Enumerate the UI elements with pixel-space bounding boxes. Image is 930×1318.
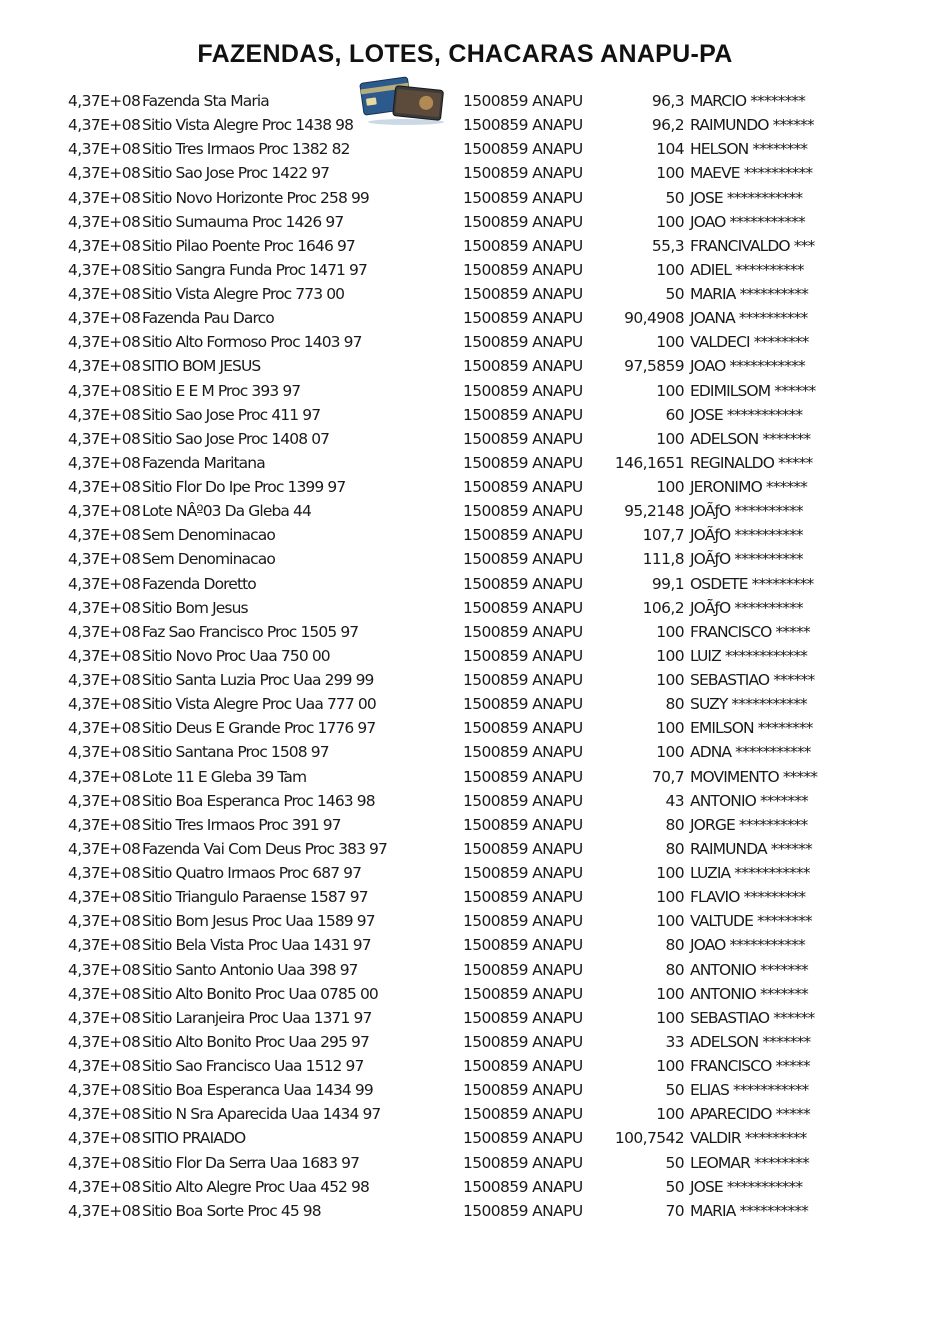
municipality: 1500859 ANAPU (463, 622, 583, 641)
owner-name: JOANA ********** (690, 309, 808, 328)
property-name: SITIO PRAIADO (142, 1129, 246, 1148)
area-value: 43 (665, 791, 684, 810)
list-item (0, 1102, 930, 1126)
property-name: Sitio Tres Irmaos Proc 1382 82 (142, 140, 350, 159)
property-code: 4,37E+08 (68, 671, 141, 689)
area-value: 100 (656, 622, 684, 641)
municipality: 1500859 ANAPU (463, 1032, 583, 1051)
owner-name: RAIMUNDA ****** (690, 839, 812, 858)
owner-name: VALDECI ******** (690, 333, 809, 352)
property-code: 4,37E+08 (68, 212, 141, 231)
property-code: 4,37E+08 (68, 1008, 141, 1027)
property-name: Sitio Novo Horizonte Proc 258 99 (142, 188, 369, 207)
property-code: 4,37E+08 (68, 719, 141, 738)
municipality: 1500859 ANAPU (463, 984, 583, 1003)
area-value: 70,7 (651, 767, 684, 786)
property-name: Sitio Sao Francisco Uaa 1512 97 (142, 1057, 364, 1075)
property-name: Sitio Sumauma Proc 1426 97 (142, 212, 344, 231)
area-value: 111,8 (642, 550, 684, 569)
municipality: 1500859 ANAPU (463, 116, 583, 135)
area-value: 100 (656, 1057, 684, 1075)
municipality: 1500859 ANAPU (463, 1105, 583, 1124)
property-code: 4,37E+08 (68, 646, 141, 665)
owner-name: MOVIMENTO ***** (690, 767, 818, 786)
list-item (0, 258, 930, 282)
property-code: 4,37E+08 (68, 1081, 141, 1100)
list-item (0, 789, 930, 813)
property-code: 4,37E+08 (68, 888, 141, 907)
property-code: 4,37E+08 (68, 236, 141, 255)
area-value: 60 (665, 405, 684, 424)
page-title: FAZENDAS, LOTES, CHACARAS ANAPU-PA (197, 40, 733, 68)
property-name: Sitio Flor Do Ipe Proc 1399 97 (142, 478, 346, 496)
area-value: 100 (656, 984, 684, 1003)
area-value: 99,1 (651, 574, 684, 593)
area-value: 80 (665, 960, 684, 979)
property-name: Sitio N Sra Aparecida Uaa 1434 97 (142, 1105, 381, 1124)
property-name: Sitio Novo Proc Uaa 750 00 (142, 646, 330, 665)
list-item (0, 620, 930, 644)
municipality: 1500859 ANAPU (463, 526, 583, 545)
property-name: Lote 11 E Gleba 39 Tam (142, 767, 307, 786)
property-code: 4,37E+08 (68, 622, 141, 641)
municipality: 1500859 ANAPU (463, 164, 583, 183)
owner-name: EMILSON ******** (690, 719, 813, 738)
list-item (0, 958, 930, 982)
area-value: 50 (665, 1081, 684, 1100)
owner-name: MARIA ********** (690, 285, 808, 303)
municipality: 1500859 ANAPU (463, 1081, 583, 1100)
property-code: 4,37E+08 (68, 333, 141, 352)
property-name: Sitio Alto Alegre Proc Uaa 452 98 (142, 1177, 369, 1196)
property-code: 4,37E+08 (68, 188, 141, 207)
list-item (0, 861, 930, 885)
list-item (0, 1006, 930, 1030)
area-value: 100 (656, 381, 684, 400)
municipality: 1500859 ANAPU (463, 936, 583, 955)
area-value: 80 (665, 815, 684, 834)
owner-name: VALTUDE ******** (690, 912, 812, 931)
list-item (0, 1151, 930, 1175)
property-code: 4,37E+08 (68, 574, 141, 593)
municipality: 1500859 ANAPU (463, 671, 583, 689)
property-code: 4,37E+08 (68, 598, 141, 617)
list-item (0, 1199, 930, 1223)
municipality: 1500859 ANAPU (463, 140, 583, 159)
property-code: 4,37E+08 (68, 260, 141, 279)
list-item (0, 210, 930, 234)
area-value: 100 (656, 164, 684, 183)
municipality: 1500859 ANAPU (463, 92, 583, 110)
property-code: 4,37E+08 (68, 116, 141, 135)
list-item (0, 982, 930, 1006)
property-name: Fazenda Sta Maria (142, 92, 269, 110)
owner-name: JERONIMO ****** (690, 478, 808, 496)
list-item (0, 354, 930, 378)
list-item (0, 813, 930, 837)
municipality: 1500859 ANAPU (463, 1008, 583, 1027)
property-code: 4,37E+08 (68, 695, 141, 714)
list-item (0, 161, 930, 185)
property-code: 4,37E+08 (68, 309, 141, 328)
municipality: 1500859 ANAPU (463, 357, 583, 376)
owner-name: ADELSON ******* (690, 429, 811, 448)
list-item (0, 89, 930, 113)
municipality: 1500859 ANAPU (463, 1177, 583, 1196)
property-code: 4,37E+08 (68, 164, 141, 183)
property-name: Sitio Vista Alegre Proc Uaa 777 00 (142, 695, 376, 714)
area-value: 100 (656, 212, 684, 231)
list-item (0, 885, 930, 909)
list-item (0, 282, 930, 306)
area-value: 50 (665, 285, 684, 303)
list-item (0, 740, 930, 764)
property-code: 4,37E+08 (68, 405, 141, 424)
area-value: 55,3 (651, 236, 684, 255)
area-value: 80 (665, 695, 684, 714)
owner-name: FRANCISCO ***** (690, 1057, 810, 1075)
property-name: Sitio Tres Irmaos Proc 391 97 (142, 815, 341, 834)
area-value: 50 (665, 188, 684, 207)
property-name: Fazenda Pau Darco (142, 309, 274, 328)
owner-name: JOSE *********** (690, 1177, 803, 1196)
list-item (0, 427, 930, 451)
owner-name: EDIMILSOM ****** (690, 381, 816, 400)
list-item (0, 596, 930, 620)
list-item (0, 113, 930, 137)
property-name: Lote NÂº03 Da Gleba 44 (142, 502, 311, 521)
property-code: 4,37E+08 (68, 791, 141, 810)
property-code: 4,37E+08 (68, 1032, 141, 1051)
municipality: 1500859 ANAPU (463, 888, 583, 907)
owner-name: JOAO *********** (690, 357, 805, 376)
property-name: Sem Denominacao (142, 526, 275, 545)
property-name: Fazenda Vai Com Deus Proc 383 97 (142, 839, 387, 858)
property-name: Sitio Bom Jesus (142, 598, 248, 617)
municipality: 1500859 ANAPU (463, 429, 583, 448)
municipality: 1500859 ANAPU (463, 791, 583, 810)
property-code: 4,37E+08 (68, 381, 141, 400)
area-value: 95,2148 (624, 502, 684, 521)
area-value: 80 (665, 839, 684, 858)
property-code: 4,37E+08 (68, 839, 141, 858)
property-code: 4,37E+08 (68, 1129, 141, 1148)
owner-name: LUIZ ************ (690, 646, 808, 665)
municipality: 1500859 ANAPU (463, 405, 583, 424)
area-value: 100 (656, 429, 684, 448)
property-name: Fazenda Doretto (142, 574, 256, 593)
owner-name: ADELSON ******* (690, 1032, 811, 1051)
list-item (0, 1054, 930, 1078)
list-item (0, 523, 930, 547)
municipality: 1500859 ANAPU (463, 815, 583, 834)
property-name: SITIO BOM JESUS (142, 357, 261, 376)
municipality: 1500859 ANAPU (463, 839, 583, 858)
area-value: 107,7 (642, 526, 684, 545)
area-value: 70 (665, 1201, 684, 1220)
list-item (0, 403, 930, 427)
list-item (0, 1126, 930, 1150)
owner-name: JOAO *********** (690, 212, 805, 231)
municipality: 1500859 ANAPU (463, 646, 583, 665)
municipality: 1500859 ANAPU (463, 743, 583, 762)
owner-name: OSDETE ********* (690, 574, 814, 593)
area-value: 100 (656, 671, 684, 689)
owner-name: LEOMAR ******** (690, 1153, 809, 1172)
area-value: 104 (656, 140, 684, 159)
municipality: 1500859 ANAPU (463, 719, 583, 738)
owner-name: SEBASTIAO ****** (690, 1008, 815, 1027)
property-name: Sitio Vista Alegre Proc 773 00 (142, 285, 345, 303)
list-item (0, 306, 930, 330)
municipality: 1500859 ANAPU (463, 478, 583, 496)
property-name: Sitio Bom Jesus Proc Uaa 1589 97 (142, 912, 375, 931)
municipality: 1500859 ANAPU (463, 574, 583, 593)
area-value: 100 (656, 260, 684, 279)
property-name: Fazenda Maritana (142, 453, 265, 472)
property-name: Sitio Boa Sorte Proc 45 98 (142, 1201, 321, 1220)
property-code: 4,37E+08 (68, 357, 141, 376)
area-value: 100 (656, 333, 684, 352)
owner-name: JOÃƒO ********** (690, 526, 803, 545)
property-name: Sitio Santo Antonio Uaa 398 97 (142, 960, 358, 979)
property-name: Sitio Alto Bonito Proc Uaa 295 97 (142, 1032, 369, 1051)
list-item (0, 933, 930, 957)
property-code: 4,37E+08 (68, 767, 141, 786)
property-name: Sitio Sao Jose Proc 411 97 (142, 405, 321, 424)
municipality: 1500859 ANAPU (463, 1153, 583, 1172)
property-code: 4,37E+08 (68, 92, 141, 110)
list-item (0, 234, 930, 258)
property-list (0, 89, 930, 1223)
owner-name: MARIA ********** (690, 1201, 808, 1220)
owner-name: FRANCISCO ***** (690, 622, 810, 641)
owner-name: FRANCIVALDO *** (690, 236, 815, 255)
area-value: 100 (656, 912, 684, 931)
owner-name: ANTONIO ******* (690, 984, 808, 1003)
list-item (0, 475, 930, 499)
list-item (0, 330, 930, 354)
area-value: 97,5859 (624, 357, 684, 376)
owner-name: MAEVE ********** (690, 164, 813, 183)
area-value: 33 (665, 1032, 684, 1051)
owner-name: SUZY *********** (690, 695, 807, 714)
property-code: 4,37E+08 (68, 912, 141, 931)
owner-name: ADIEL ********** (690, 260, 804, 279)
owner-name: JOÃƒO ********** (690, 502, 803, 521)
area-value: 100 (656, 1105, 684, 1124)
property-code: 4,37E+08 (68, 1057, 141, 1075)
list-item (0, 692, 930, 716)
list-item (0, 668, 930, 692)
list-item (0, 186, 930, 210)
list-item (0, 716, 930, 740)
owner-name: ELIAS *********** (690, 1081, 809, 1100)
property-name: Faz Sao Francisco Proc 1505 97 (142, 622, 359, 641)
property-code: 4,37E+08 (68, 1177, 141, 1196)
owner-name: VALDIR ********* (690, 1129, 807, 1148)
area-value: 90,4908 (624, 309, 684, 328)
area-value: 100 (656, 864, 684, 882)
property-name: Sitio Sao Jose Proc 1408 07 (142, 429, 330, 448)
area-value: 100 (656, 888, 684, 907)
property-code: 4,37E+08 (68, 984, 141, 1003)
owner-name: APARECIDO ***** (690, 1105, 810, 1124)
area-value: 100 (656, 1008, 684, 1027)
list-item (0, 379, 930, 403)
owner-name: ANTONIO ******* (690, 960, 808, 979)
property-name: Sitio Santana Proc 1508 97 (142, 743, 329, 762)
municipality: 1500859 ANAPU (463, 550, 583, 569)
municipality: 1500859 ANAPU (463, 1201, 583, 1220)
area-value: 80 (665, 936, 684, 955)
owner-name: LUZIA *********** (690, 864, 810, 882)
list-item (0, 1175, 930, 1199)
property-name: Sitio Pilao Poente Proc 1646 97 (142, 236, 355, 255)
property-code: 4,37E+08 (68, 743, 141, 762)
list-item (0, 644, 930, 668)
owner-name: MARCIO ******** (690, 92, 805, 110)
municipality: 1500859 ANAPU (463, 212, 583, 231)
property-code: 4,37E+08 (68, 936, 141, 955)
municipality: 1500859 ANAPU (463, 1057, 583, 1075)
municipality: 1500859 ANAPU (463, 260, 583, 279)
list-item (0, 451, 930, 475)
area-value: 50 (665, 1177, 684, 1196)
owner-name: SEBASTIAO ****** (690, 671, 815, 689)
municipality: 1500859 ANAPU (463, 598, 583, 617)
property-name: Sitio Deus E Grande Proc 1776 97 (142, 719, 376, 738)
municipality: 1500859 ANAPU (463, 333, 583, 352)
owner-name: REGINALDO ***** (690, 453, 813, 472)
area-value: 100 (656, 743, 684, 762)
list-item (0, 1078, 930, 1102)
owner-name: JORGE ********** (690, 815, 808, 834)
property-name: Sitio Alto Bonito Proc Uaa 0785 00 (142, 984, 378, 1003)
property-name: Sitio Flor Da Serra Uaa 1683 97 (142, 1153, 360, 1172)
area-value: 146,1651 (614, 453, 684, 472)
owner-name: HELSON ******** (690, 140, 808, 159)
list-item (0, 547, 930, 571)
property-code: 4,37E+08 (68, 1201, 141, 1220)
property-name: Sitio Santa Luzia Proc Uaa 299 99 (142, 671, 374, 689)
property-code: 4,37E+08 (68, 453, 141, 472)
property-name: Sitio Vista Alegre Proc 1438 98 (142, 116, 354, 135)
area-value: 96,3 (651, 92, 684, 110)
property-name: Sitio Boa Esperanca Uaa 1434 99 (142, 1081, 373, 1100)
owner-name: JOSE *********** (690, 405, 803, 424)
owner-name: JOÃƒO ********** (690, 550, 803, 569)
area-value: 100,7542 (614, 1129, 684, 1148)
list-item (0, 137, 930, 161)
property-code: 4,37E+08 (68, 478, 141, 496)
municipality: 1500859 ANAPU (463, 1129, 583, 1148)
area-value: 100 (656, 478, 684, 496)
property-code: 4,37E+08 (68, 1105, 141, 1124)
list-item (0, 499, 930, 523)
property-name: Sitio Boa Esperanca Proc 1463 98 (142, 791, 375, 810)
municipality: 1500859 ANAPU (463, 453, 583, 472)
municipality: 1500859 ANAPU (463, 236, 583, 255)
list-item (0, 909, 930, 933)
property-code: 4,37E+08 (68, 864, 141, 882)
owner-name: JOSE *********** (690, 188, 803, 207)
area-value: 100 (656, 646, 684, 665)
municipality: 1500859 ANAPU (463, 864, 583, 882)
property-code: 4,37E+08 (68, 502, 141, 521)
owner-name: JOÃƒO ********** (690, 598, 803, 617)
property-name: Sitio Sangra Funda Proc 1471 97 (142, 260, 367, 279)
municipality: 1500859 ANAPU (463, 285, 583, 303)
property-name: Sitio Alto Formoso Proc 1403 97 (142, 333, 362, 352)
municipality: 1500859 ANAPU (463, 188, 583, 207)
area-value: 50 (665, 1153, 684, 1172)
list-item (0, 837, 930, 861)
list-item (0, 765, 930, 789)
property-name: Sitio Bela Vista Proc Uaa 1431 97 (142, 936, 371, 955)
property-code: 4,37E+08 (68, 815, 141, 834)
owner-name: JOAO *********** (690, 936, 805, 955)
property-name: Sitio Quatro Irmaos Proc 687 97 (142, 864, 362, 882)
owner-name: FLAVIO ********* (690, 888, 806, 907)
property-code: 4,37E+08 (68, 285, 141, 303)
property-code: 4,37E+08 (68, 1153, 141, 1172)
property-name: Sitio Sao Jose Proc 1422 97 (142, 164, 330, 183)
property-name: Sitio Triangulo Paraense 1587 97 (142, 888, 368, 907)
municipality: 1500859 ANAPU (463, 695, 583, 714)
municipality: 1500859 ANAPU (463, 960, 583, 979)
property-code: 4,37E+08 (68, 550, 141, 569)
municipality: 1500859 ANAPU (463, 381, 583, 400)
area-value: 106,2 (642, 598, 684, 617)
property-code: 4,37E+08 (68, 140, 141, 159)
municipality: 1500859 ANAPU (463, 309, 583, 328)
property-code: 4,37E+08 (68, 960, 141, 979)
area-value: 96,2 (651, 116, 684, 135)
municipality: 1500859 ANAPU (463, 767, 583, 786)
property-code: 4,37E+08 (68, 526, 141, 545)
property-name: Sitio E E M Proc 393 97 (142, 381, 301, 400)
owner-name: RAIMUNDO ****** (690, 116, 814, 135)
property-name: Sem Denominacao (142, 550, 275, 569)
municipality: 1500859 ANAPU (463, 912, 583, 931)
municipality: 1500859 ANAPU (463, 502, 583, 521)
property-name: Sitio Laranjeira Proc Uaa 1371 97 (142, 1008, 372, 1027)
list-item (0, 1030, 930, 1054)
owner-name: ANTONIO ******* (690, 791, 808, 810)
property-code: 4,37E+08 (68, 429, 141, 448)
owner-name: ADNA *********** (690, 743, 811, 762)
list-item (0, 572, 930, 596)
area-value: 100 (656, 719, 684, 738)
